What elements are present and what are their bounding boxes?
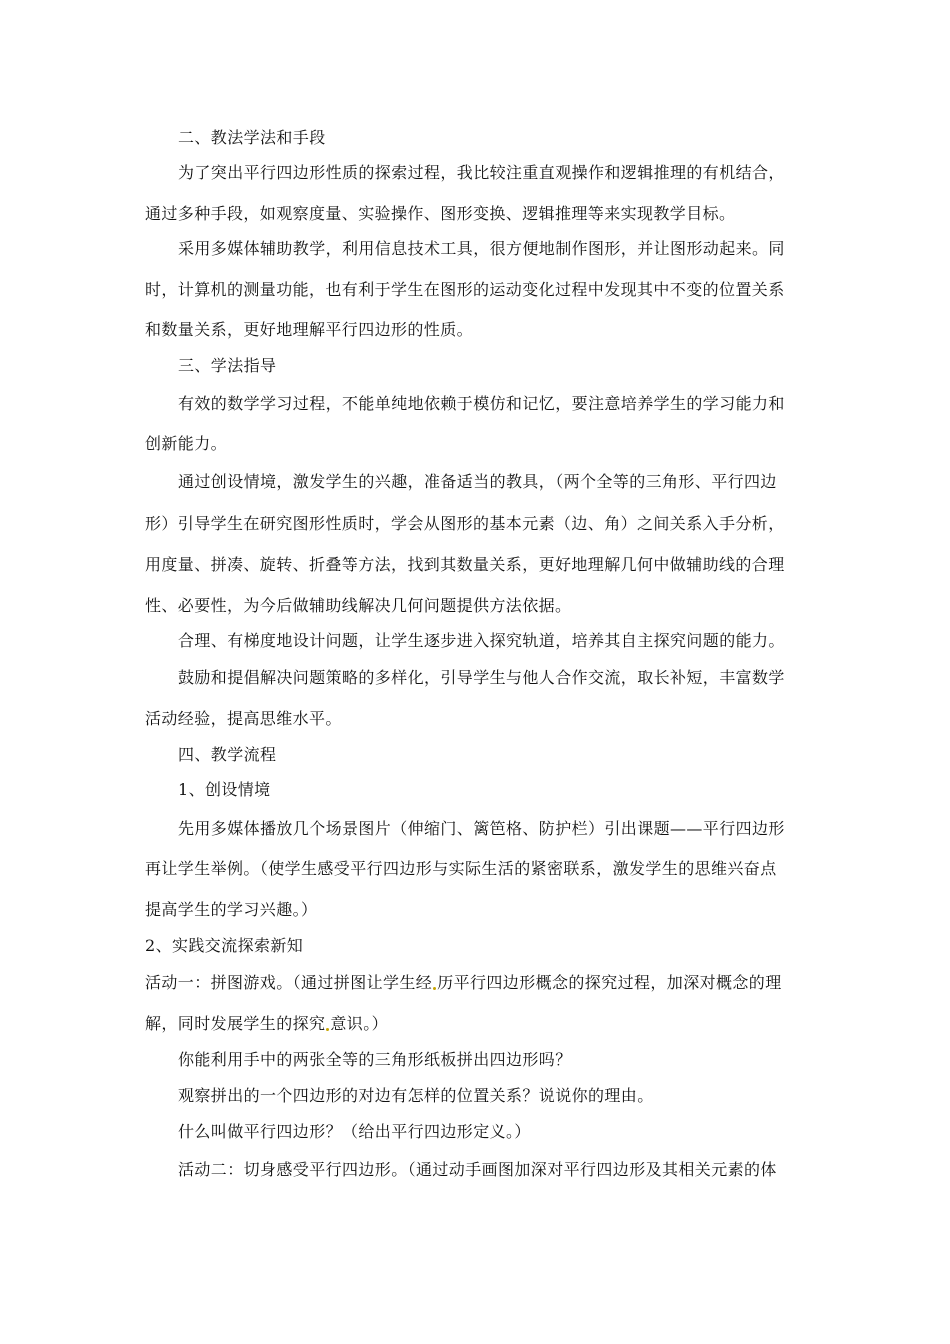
text-span: 意识。） [330, 1014, 389, 1033]
question-line: 观察拼出的一个四边形的对边有怎样的位置关系？说说你的理由。 [178, 1086, 654, 1105]
paragraph-line: 再让学生举例。（使学生感受平行四边形与实际生活的紧密联系，激发学生的思维兴奋点 [145, 859, 777, 878]
question-line: 你能利用手中的两张全等的三角形纸板拼出四边形吗？ [178, 1050, 572, 1069]
section-heading-4: 四、教学流程 [178, 745, 277, 764]
paragraph-line: 创新能力。 [145, 434, 228, 453]
highlight-mark [433, 987, 436, 990]
paragraph-line: 和数量关系，更好地理解平行四边形的性质。 [145, 320, 474, 339]
paragraph-line: 活动二：切身感受平行四边形。（通过动手画图加深对平行四边形及其相关元素的体 [178, 1160, 777, 1179]
paragraph-line: 提高学生的学习兴趣。） [145, 900, 318, 919]
paragraph-line: 为了突出平行四边形性质的探索过程，我比较注重直观操作和逻辑推理的有机结合， [178, 163, 785, 182]
paragraph-line: 时，计算机的测量功能，也有利于学生在图形的运动变化过程中发现其中不变的位置关系 [145, 280, 785, 299]
paragraph-line: 合理、有梯度地设计问题，让学生逐步进入探究轨道，培养其自主探究问题的能力。 [178, 631, 785, 650]
text-span: 活动一：拼图游戏。（通过拼图让学生经 [145, 973, 433, 992]
paragraph-line: 形）引导学生在研究图形性质时，学会从图形的基本元素（边、角）之间关系入手分析， [145, 514, 785, 533]
subsection-heading: 1、创设情境 [178, 780, 271, 799]
question-line: 什么叫做平行四边形？（给出平行四边形定义。） [178, 1122, 531, 1141]
paragraph-line: 有效的数学学习过程，不能单纯地依赖于模仿和记忆，要注意培养学生的学习能力和 [178, 394, 785, 413]
paragraph-line [145, 1014, 388, 1034]
paragraph-line: 采用多媒体辅助教学，利用信息技术工具，很方便地制作图形，并让图形动起来。同 [178, 239, 785, 258]
paragraph-line: 活动经验，提高思维水平。 [145, 709, 342, 728]
text-span: 解，同时发展学生的探究 [145, 1014, 326, 1033]
paragraph-line: 用度量、拼凑、旋转、折叠等方法，找到其数量关系，更好地理解几何中做辅助线的合理 [145, 555, 785, 574]
paragraph-line [145, 973, 782, 993]
paragraph-line: 通过创设情境，激发学生的兴趣，准备适当的教具，（两个全等的三角形、平行四边 [178, 472, 777, 491]
highlight-mark [326, 1028, 329, 1031]
paragraph-line: 性、必要性，为今后做辅助线解决几何问题提供方法依据。 [145, 596, 572, 615]
paragraph-line: 鼓励和提倡解决问题策略的多样化，引导学生与他人合作交流，取长补短，丰富数学 [178, 668, 785, 687]
section-heading-3: 三、学法指导 [178, 356, 277, 375]
text-span: 历平行四边形概念的探究过程，加深对概念的理 [437, 973, 782, 992]
paragraph-line: 先用多媒体播放几个场景图片（伸缩门、篱笆格、防护栏）引出课题——平行四边形 [178, 819, 785, 838]
paragraph-line: 通过多种手段，如观察度量、实验操作、图形变换、逻辑推理等来实现教学目标。 [145, 204, 736, 223]
section-heading-2: 二、教法学法和手段 [178, 128, 326, 147]
subsection-heading: 2、实践交流探索新知 [145, 936, 304, 955]
